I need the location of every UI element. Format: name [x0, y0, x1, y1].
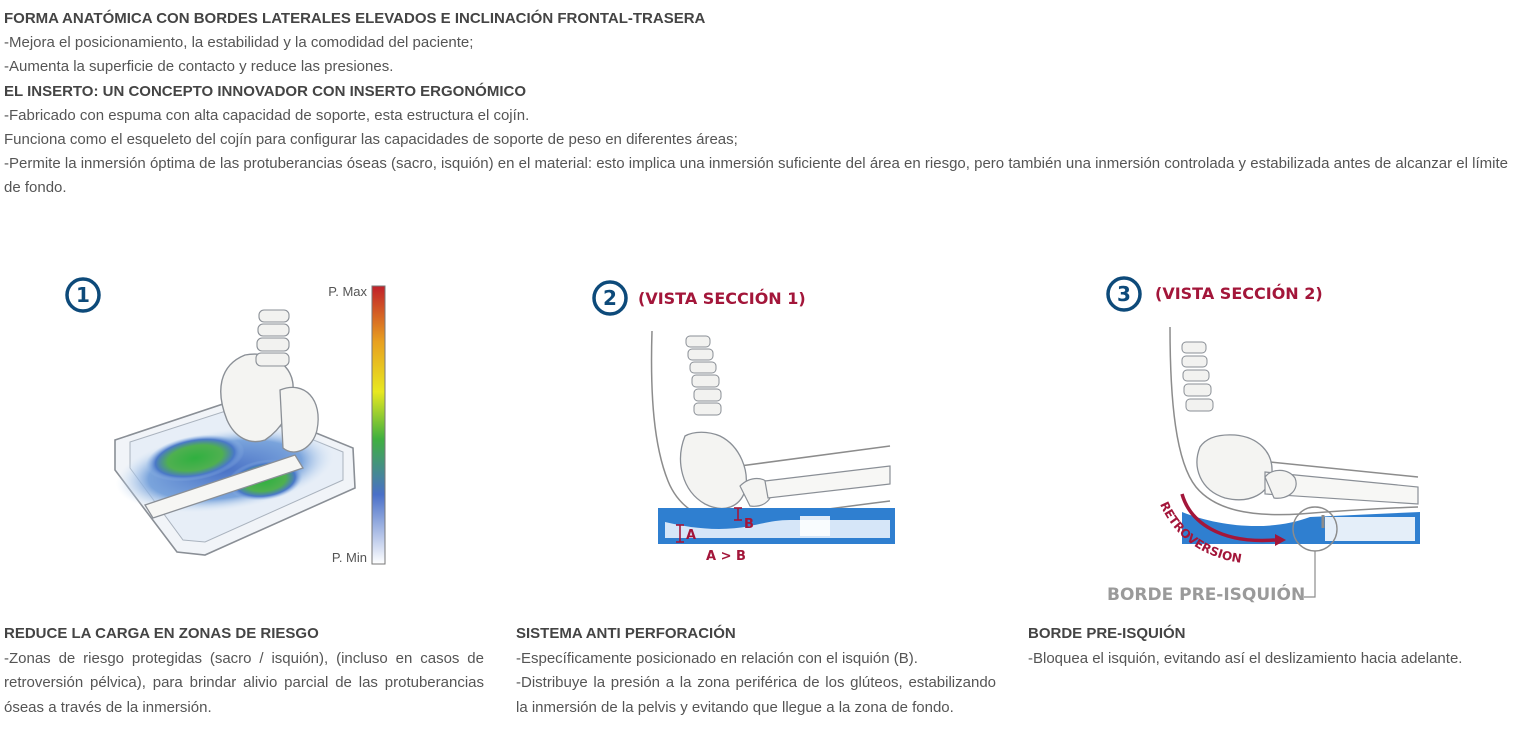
spine-vertebrae	[686, 336, 721, 415]
scale-min-label: P. Min	[331, 550, 367, 565]
pressure-scale-bar	[372, 286, 385, 564]
caption-text: -Distribuye la presión a la zona periférica de los glúteos, estabilizando la inmersión de la pelvis y evitando que llegue a la zona de fondo.	[516, 674, 996, 716]
retroversion-label: RETROVERSION	[1157, 499, 1243, 566]
intro-section	[4, 7, 1508, 201]
caption-title: BORDE PRE-ISQUIÓN	[1028, 625, 1186, 642]
number-1: 1	[76, 283, 90, 307]
insert-block	[800, 516, 830, 536]
thigh-outline	[740, 446, 890, 466]
caption-text: -Bloquea el isquión, evitando así el deslizamiento hacia adelante.	[1028, 649, 1463, 667]
figure-2-section-view	[590, 276, 910, 566]
intro-line: Funciona como el esqueleto del cojín para configurar las capacidades de soporte de peso en diferentes áreas;	[4, 131, 738, 149]
intro-heading-insert: EL INSERTO: UN CONCEPTO INNOVADOR CON INSERTO ERGONÓMICO	[4, 82, 526, 100]
callout-line	[1304, 551, 1315, 597]
pelvis-bone	[681, 432, 747, 508]
intro-line: -Aumenta la superficie de contacto y reduce las presiones.	[4, 58, 394, 76]
scale-max-label: P. Max	[328, 284, 367, 299]
caption-title: SISTEMA ANTI PERFORACIÓN	[516, 625, 736, 642]
pressure-map-illustration	[55, 270, 395, 570]
figure-3-section-view	[1100, 272, 1430, 607]
cushion-inner	[1325, 517, 1415, 541]
intro-line: -Mejora el posicionamiento, la estabilidad y la comodidad del paciente;	[4, 34, 474, 52]
caption-risk-zones	[4, 622, 484, 720]
caption-anti-perforation	[516, 622, 996, 720]
spine-vertebrae	[1182, 342, 1213, 411]
label-a: A	[686, 528, 697, 543]
number-2: 2	[603, 286, 617, 310]
callout-label: BORDE PRE-ISQUIÓN	[1107, 585, 1306, 605]
section-title: (VISTA SECCIÓN 1)	[638, 289, 806, 308]
caption-title: REDUCE LA CARGA EN ZONAS DE RIESGO	[4, 625, 319, 642]
section-1-illustration	[590, 276, 910, 566]
caption-text: -Específicamente posicionado en relación con el isquión (B).	[516, 649, 918, 667]
intro-line: -Permite la inmersión óptima de las protuberancias óseas (sacro, isquión) en el material: esto implica una inmersión suficiente del área en riesgo, pero también una inmersión controlada y estabilizada antes de alcanzar el límite de fondo.	[4, 155, 1508, 197]
section-title: (VISTA SECCIÓN 2)	[1155, 284, 1323, 303]
caption-text: -Zonas de riesgo protegidas (sacro / isquión), (incluso en casos de retroversión pélvica), para brindar alivio parcial de las protuberancias óseas a través de la inmersión.	[4, 649, 484, 716]
figure-1-pressure-map	[55, 270, 395, 570]
femur-bone	[765, 466, 890, 498]
pelvis-bone	[1197, 435, 1272, 500]
number-3: 3	[1117, 282, 1131, 306]
section-2-illustration	[1100, 272, 1430, 607]
intro-line: -Fabricado con espuma con alta capacidad de soporte, esta estructura el cojín.	[4, 106, 530, 124]
comparison-label: A > B	[706, 549, 746, 564]
caption-pre-ischium	[1028, 622, 1508, 671]
spine-vertebrae	[256, 310, 289, 366]
label-b: B	[744, 517, 754, 532]
intro-heading-shape: FORMA ANATÓMICA CON BORDES LATERALES ELEVADOS E INCLINACIÓN FRONTAL-TRASERA	[4, 10, 706, 27]
